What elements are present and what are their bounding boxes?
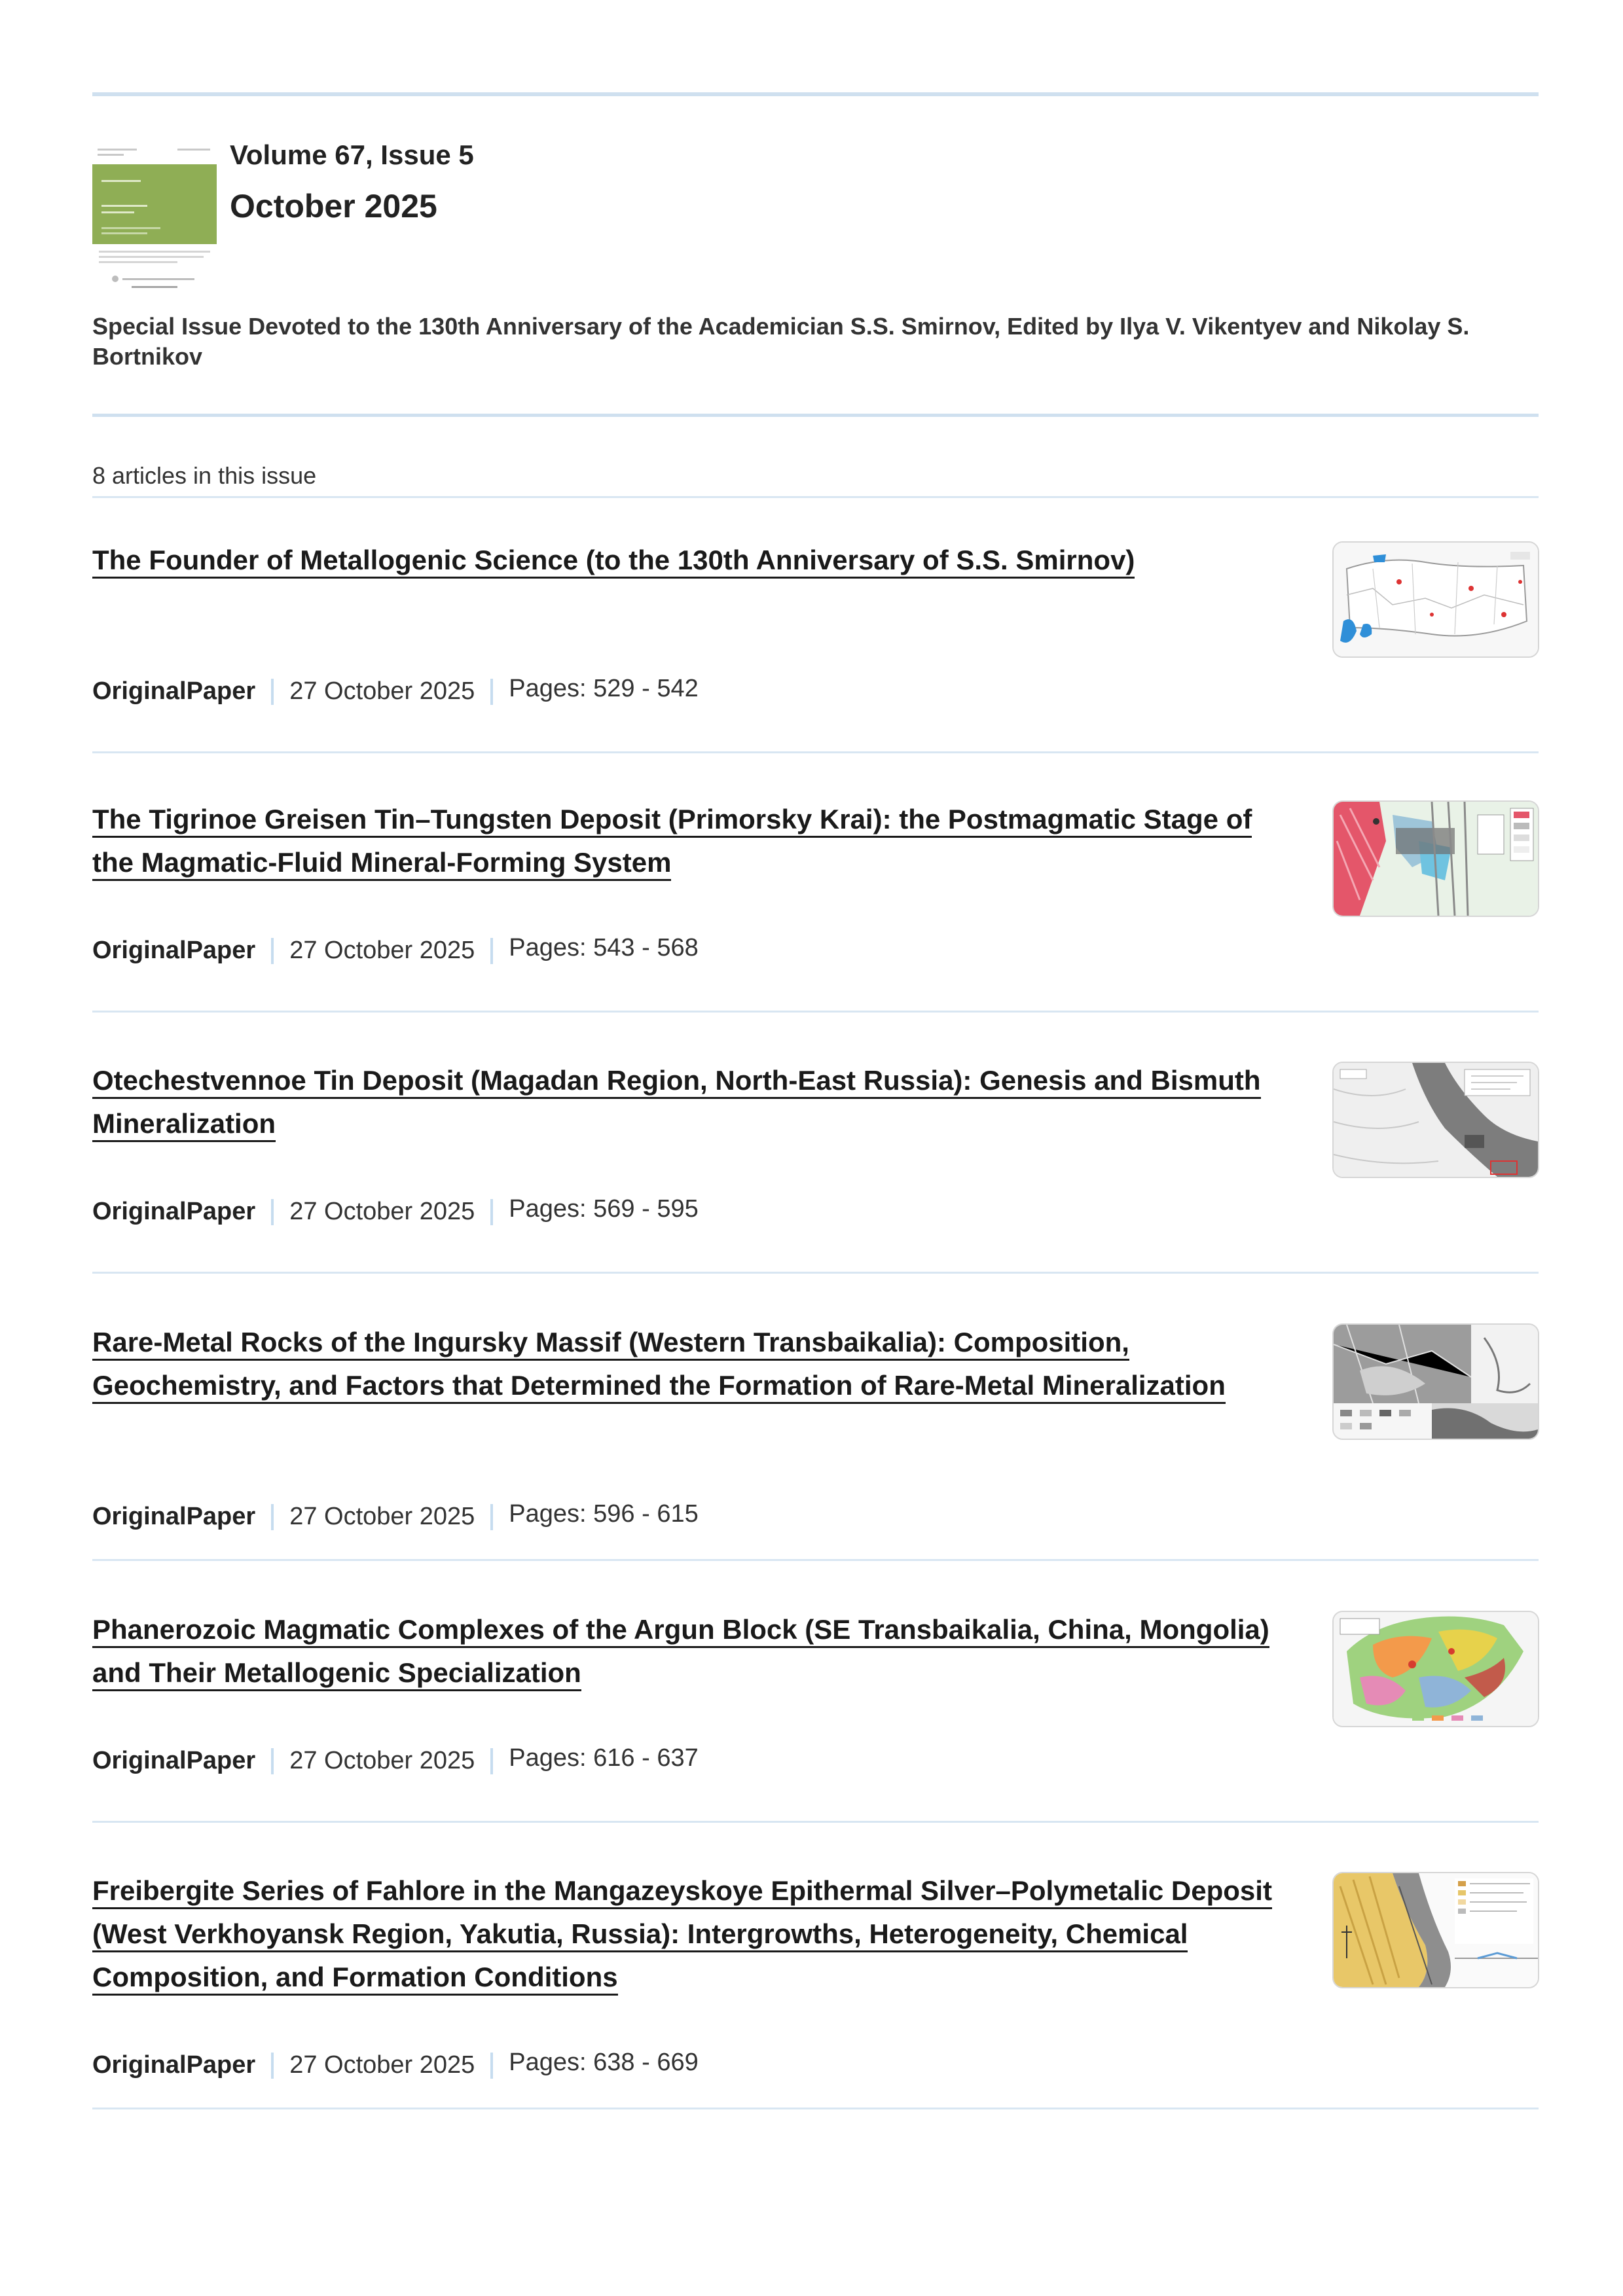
- article-pages: Pages: 529 - 542: [509, 675, 699, 702]
- article-thumbnail[interactable]: [1332, 1611, 1539, 1727]
- article-thumbnail[interactable]: [1332, 1323, 1539, 1440]
- article-title-link[interactable]: The Tigrinoe Greisen Tin–Tungsten Deposit (Primorsky Krai): the Postmagmatic Stage of the Magmatic-Fluid Mineral-Forming System: [92, 804, 1252, 881]
- section-divider: [92, 414, 1539, 417]
- article-type: OriginalPaper: [92, 1747, 256, 1774]
- article-title-link[interactable]: Phanerozoic Magmatic Complexes of the Argun Block (SE Transbaikalia, China, Mongolia) and Their Metallogenic Specialization: [92, 1614, 1269, 1691]
- article-date: 27 October 2025: [289, 1503, 475, 1530]
- article-divider: [92, 1821, 1539, 1823]
- meta-separator: [271, 938, 274, 964]
- issue-volume: Volume 67, Issue 5: [230, 139, 474, 170]
- article-type: OriginalPaper: [92, 2051, 256, 2079]
- meta-separator: [271, 679, 274, 705]
- article-date: 27 October 2025: [289, 677, 475, 705]
- article-title-link[interactable]: Rare-Metal Rocks of the Ingursky Massif (Western Transbaikalia): Composition, Geochemistry, and Factors that Determined the Formation of Rare-Metal Mineralization: [92, 1327, 1226, 1404]
- top-divider: [92, 92, 1539, 96]
- article-type: OriginalPaper: [92, 1503, 256, 1530]
- special-issue-title: Special Issue Devoted to the 130th Anniversary of the Academician S.S. Smirnov, Edited by Ilya V. Vikentyev and Nikolay S. Bortnikov: [92, 313, 1470, 370]
- article-pages: Pages: 596 - 615: [509, 1500, 699, 1528]
- meta-separator: [271, 2053, 274, 2079]
- article-count: 8 articles in this issue: [92, 462, 317, 489]
- article-type: OriginalPaper: [92, 677, 256, 705]
- meta-separator: [271, 1504, 274, 1530]
- article-divider: [92, 1559, 1539, 1561]
- meta-separator: [271, 1748, 274, 1774]
- article-pages: Pages: 616 - 637: [509, 1744, 699, 1772]
- meta-separator: [490, 1748, 493, 1774]
- meta-separator: [271, 1199, 274, 1225]
- meta-separator: [490, 1199, 493, 1225]
- article-pages: Pages: 569 - 595: [509, 1195, 699, 1223]
- article-type: OriginalPaper: [92, 937, 256, 964]
- article-divider: [92, 1272, 1539, 1274]
- article-pages: Pages: 638 - 669: [509, 2049, 699, 2076]
- issue-date: October 2025: [230, 188, 437, 224]
- article-title-link[interactable]: The Founder of Metallogenic Science (to the 130th Anniversary of S.S. Smirnov): [92, 545, 1135, 579]
- article-divider: [92, 751, 1539, 753]
- list-divider: [92, 496, 1539, 498]
- article-pages: Pages: 543 - 568: [509, 934, 699, 961]
- article-thumbnail[interactable]: [1332, 1062, 1539, 1178]
- meta-separator: [490, 1504, 493, 1530]
- article-title-link[interactable]: Otechestvennoe Tin Deposit (Magadan Region, North-East Russia): Genesis and Bismuth Mineralization: [92, 1065, 1261, 1142]
- article-date: 27 October 2025: [289, 937, 475, 964]
- article-date: 27 October 2025: [289, 2051, 475, 2079]
- journal-cover-image[interactable]: [92, 145, 217, 302]
- article-divider: [92, 2108, 1539, 2109]
- article-date: 27 October 2025: [289, 1747, 475, 1774]
- article-thumbnail[interactable]: [1332, 541, 1539, 658]
- meta-separator: [490, 938, 493, 964]
- article-date: 27 October 2025: [289, 1198, 475, 1225]
- article-divider: [92, 1011, 1539, 1013]
- article-type: OriginalPaper: [92, 1198, 256, 1225]
- article-thumbnail[interactable]: [1332, 800, 1539, 917]
- article-title-link[interactable]: Freibergite Series of Fahlore in the Mangazeyskoye Epithermal Silver–Polymetalic Deposit (West Verkhoyansk Region, Yakutia, Russia): Intergrowths, Heterogeneity, Chemical Composition, and Formation Conditions: [92, 1875, 1272, 1996]
- meta-separator: [490, 2053, 493, 2079]
- article-thumbnail[interactable]: [1332, 1872, 1539, 1988]
- meta-separator: [490, 679, 493, 705]
